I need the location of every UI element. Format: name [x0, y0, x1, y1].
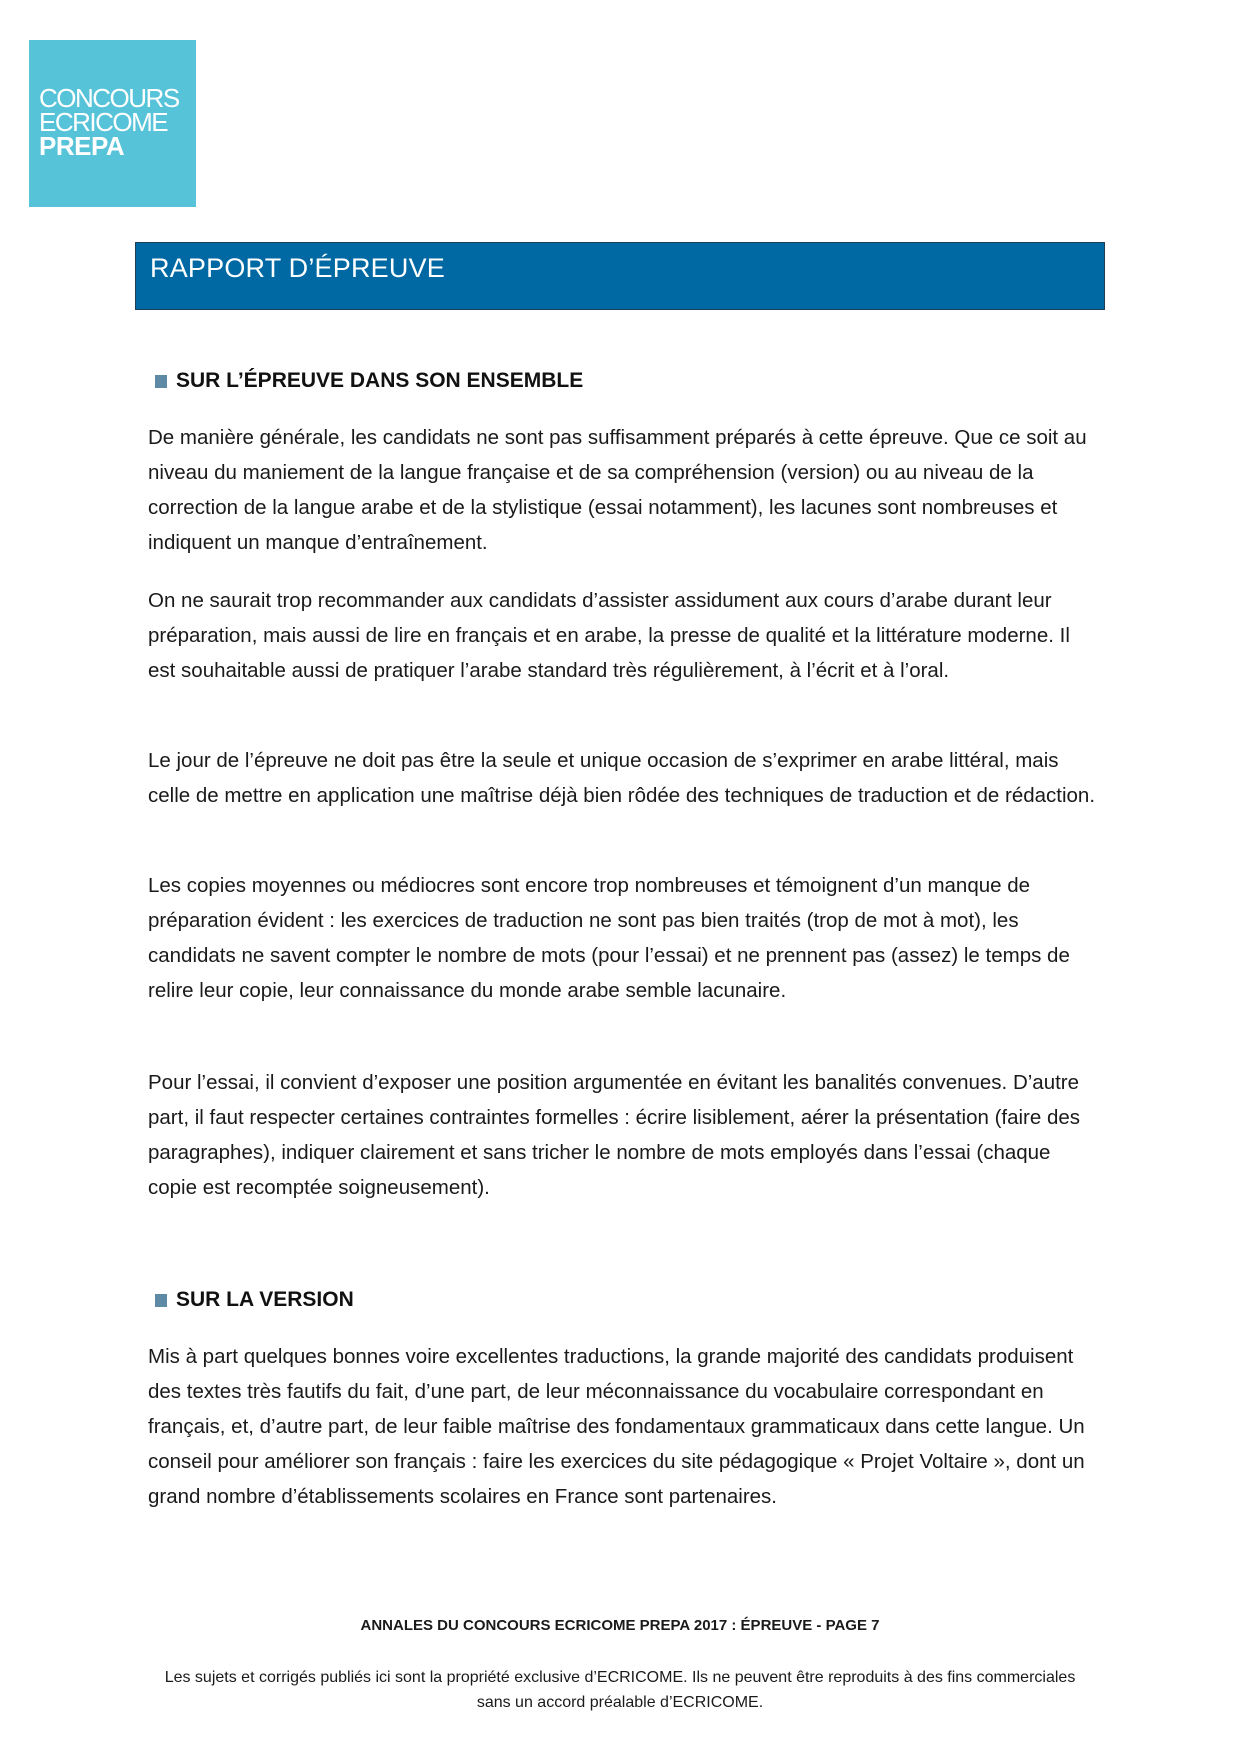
paragraph-essay: Pour l’essai, il convient d’exposer une position argumentée en évitant les banalités convenues. D’autre part, il faut respecter certaines contraintes formelles : écrire lisiblement, aérer la présentation (faire des paragraphes), indiquer clairement et sans tricher le nombre de mots employés dans l’essai (chaque copie est recomptée soigneusement). [148, 1071, 1081, 1199]
section-heading-version [155, 1288, 354, 1312]
logo-line-ecricome: ECRICOME [39, 107, 168, 137]
paragraph-recommendation: On ne saurait trop recommander aux candidats d’assister assidument aux cours d’arabe durant leur préparation, mais aussi de lire en français et en arabe, la presse de qualité et la littérature moderne. Il est souhaitable aussi de pratiquer l’arabe standard très régulièrement, à l’écrit et à l’oral. [148, 589, 1070, 682]
logo-line-prepa: PREPA [39, 131, 125, 161]
ecricome-logo [29, 40, 196, 207]
section-heading-ensemble [155, 369, 583, 393]
square-bullet-icon [155, 1294, 167, 1307]
logo-line-concours: CONCOURS [39, 83, 179, 113]
footer-copyright-note: Les sujets et corrigés publiés ici sont la propriété exclusive d’ECRICOME. Ils ne peuvent être reproduits à des fins commerciales sans un accord préalable d’ECRICOME. [164, 1669, 1076, 1711]
paragraph-copies: Les copies moyennes ou médiocres sont encore trop nombreuses et témoignent d’un manque de préparation évident : les exercices de traduction ne sont pas bien traités (trop de mot à mot), les candidats ne savent compter le nombre de mots (pour l’essai) et ne prennent pas (assez) le temps de relire leur copie, leur connaissance du monde arabe semble lacunaire. [148, 874, 1070, 1002]
square-bullet-icon [155, 375, 167, 388]
report-title-bar [135, 242, 1105, 310]
section-title: SUR L’ÉPREUVE DANS SON ENSEMBLE [176, 369, 584, 392]
section-title: SUR LA VERSION [176, 1288, 354, 1311]
paragraph-version: Mis à part quelques bonnes voire excellentes traductions, la grande majorité des candidats produisent des textes très fautifs du fait, d’une part, de leur méconnaissance du vocabulaire correspondant en français, et, d’autre part, de leur faible maîtrise des fondamentaux grammaticaux dans cette langue. Un conseil pour améliorer son français : faire les exercices du site pédagogique « Projet Voltaire », dont un grand nombre d’établissements scolaires en France sont partenaires. [148, 1345, 1085, 1508]
footer-title: ANNALES DU CONCOURS ECRICOME PREPA 2017 : ÉPREUVE - PAGE 7 [360, 1617, 880, 1634]
page-title: RAPPORT D’ÉPREUVE [150, 253, 445, 283]
paragraph-general: De manière générale, les candidats ne sont pas suffisamment préparés à cette épreuve. Que ce soit au niveau du maniement de la langue française et de sa compréhension (version) ou au niveau de la correction de la langue arabe et de la stylistique (essai notamment), les lacunes sont nombreuses et indiquent un manque d’entraînement. [148, 426, 1087, 554]
paragraph-exam-day: Le jour de l’épreuve ne doit pas être la seule et unique occasion de s’exprimer en arabe littéral, mais celle de mettre en application une maîtrise déjà bien rôdée des techniques de traduction et de rédaction. [148, 749, 1096, 807]
